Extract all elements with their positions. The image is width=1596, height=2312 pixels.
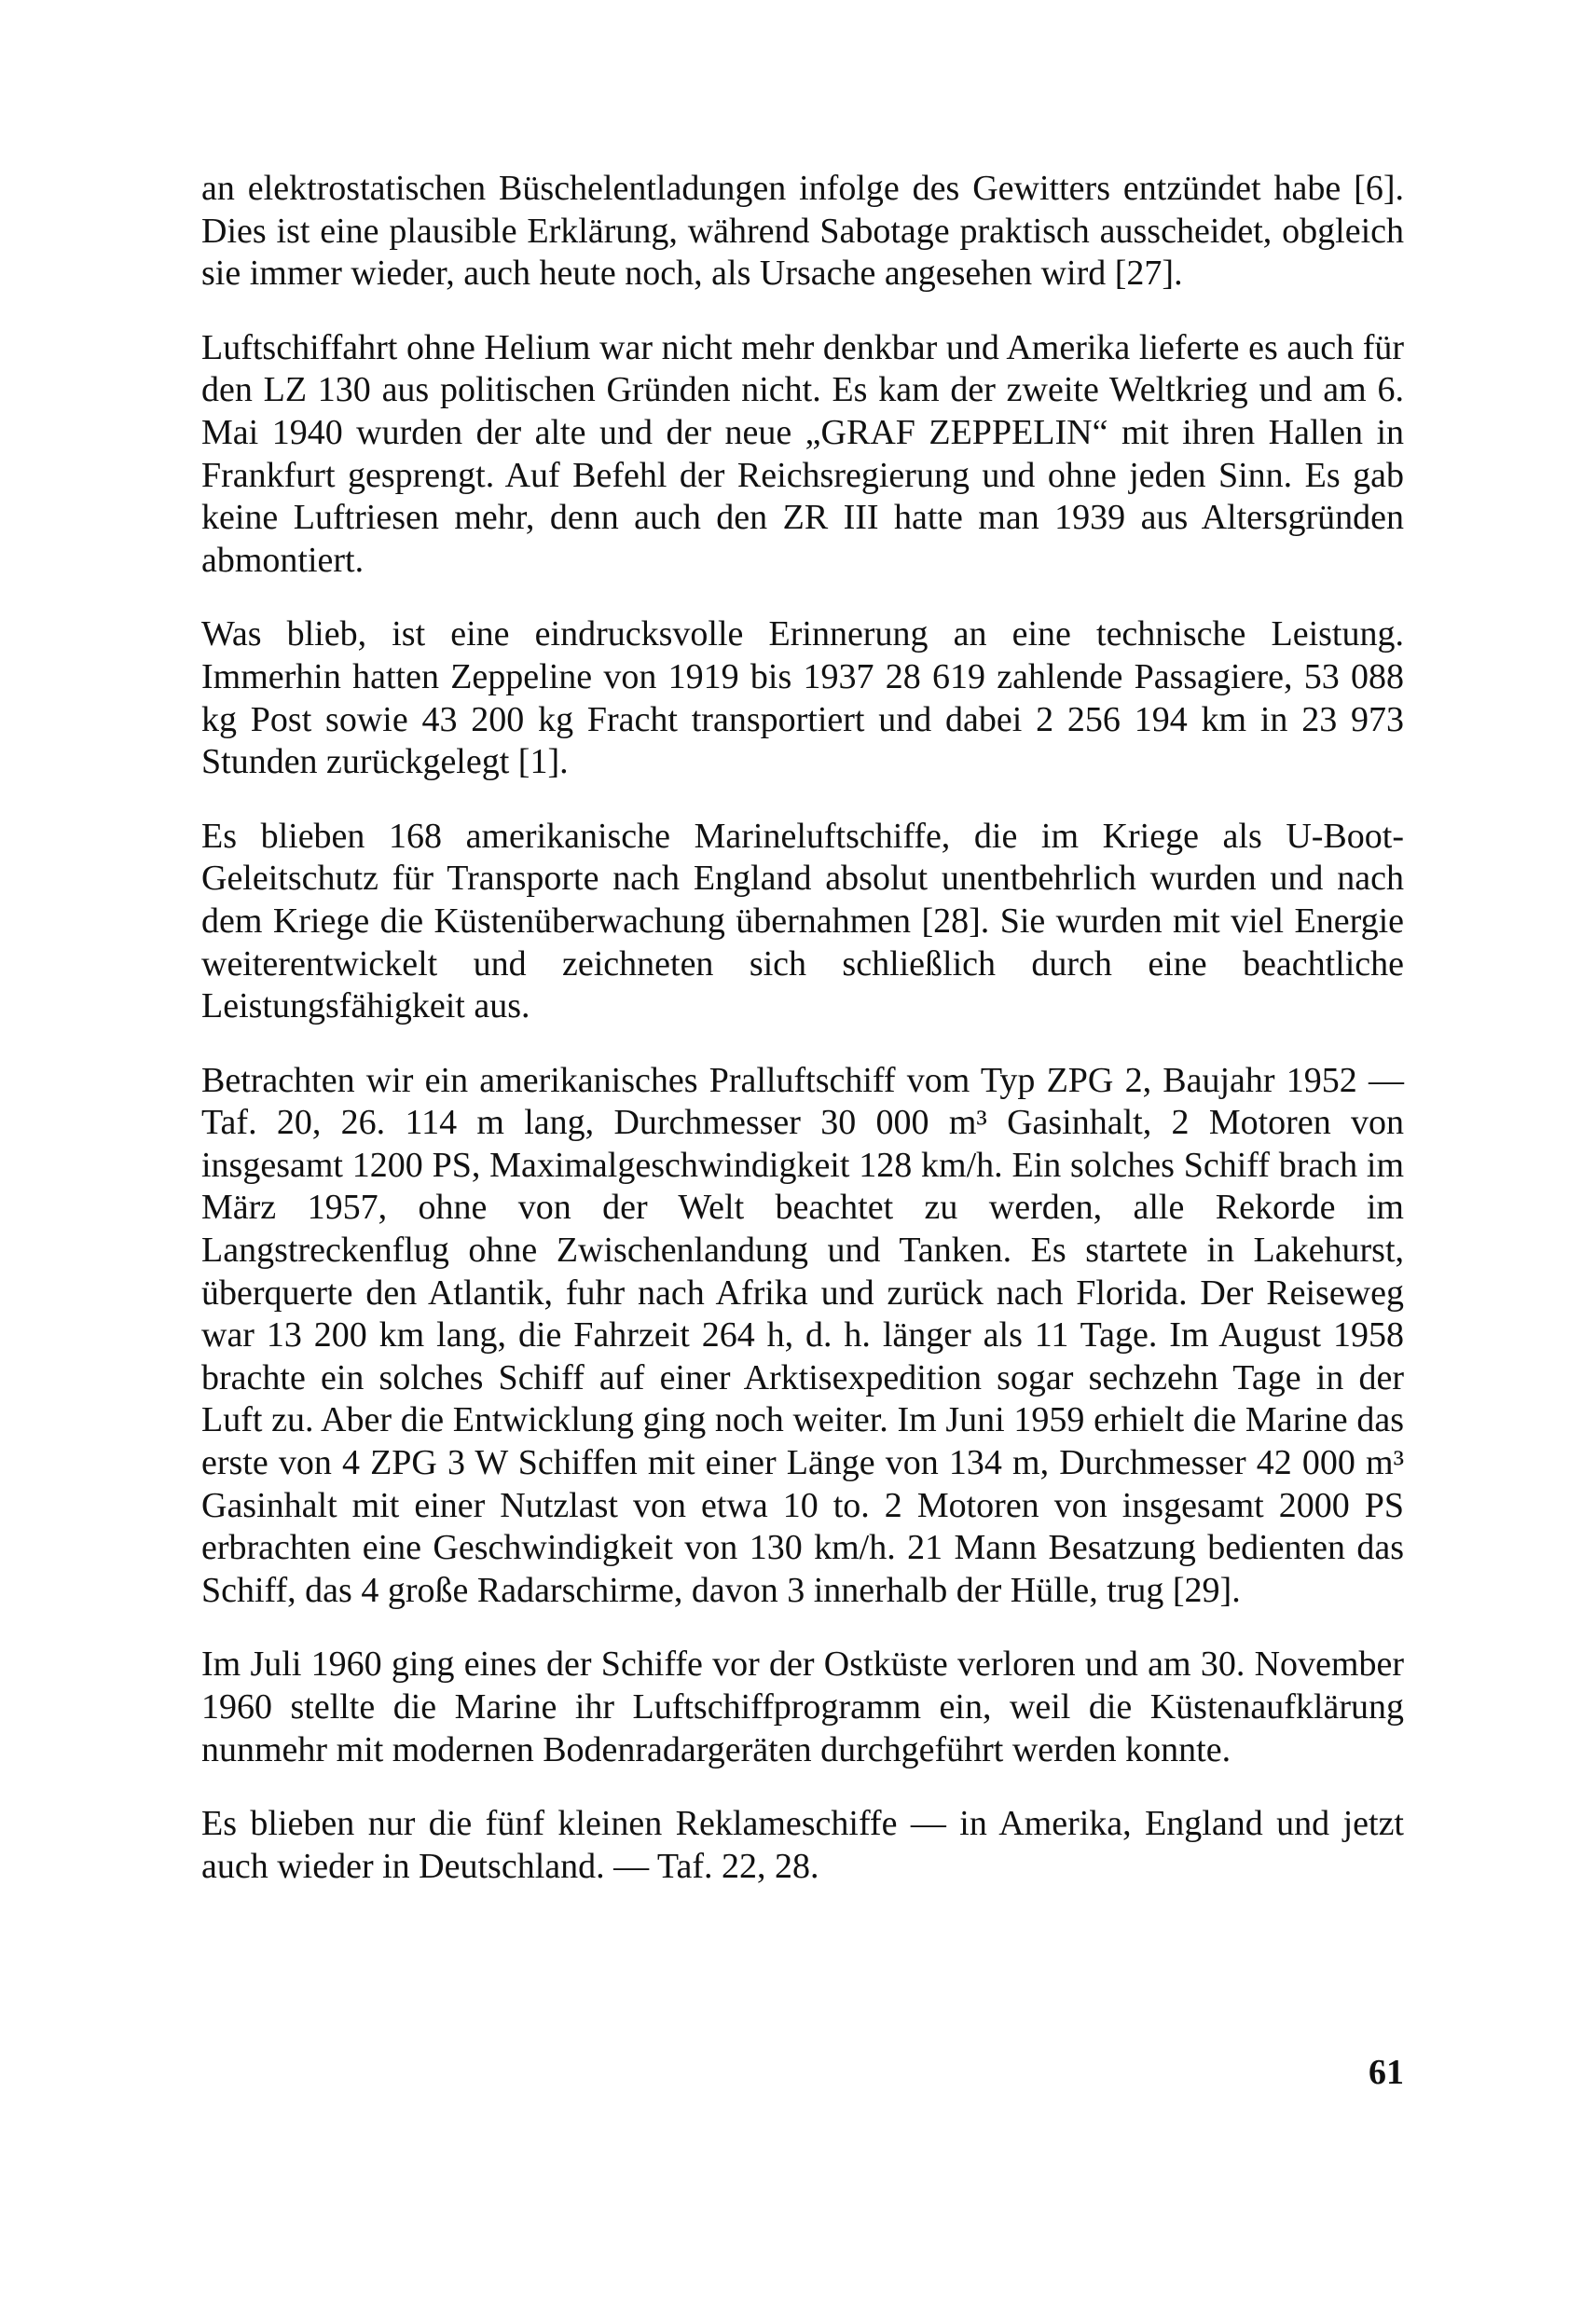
paragraph-3: Was blieb, ist eine eindrucksvolle Erinnerung an eine technische Leistung. Immerhin hatten Zeppeline von 1919 bis 1937 28 619 zahlende Passagiere, 53 088 kg Post sowie 43 200 kg Fracht transportiert und dabei 2 256 194 km in 23 973 Stunden zurückgelegt [1].	[201, 614, 1404, 782]
paragraph-7: Es blieben nur die fünf kleinen Reklameschiffe — in Amerika, England und jetzt auch wieder in Deutschland. — Taf. 22, 28.	[201, 1804, 1404, 1886]
paragraph-5: Betrachten wir ein amerikanisches Pralluftschiff vom Typ ZPG 2, Baujahr 1952 — Taf. 20, 26. 114 m lang, Durchmesser 30 000 m³ Gasinhalt, 2 Motoren von insgesamt 1200 PS, Maximalgeschwindigkeit 128 km/h. Ein solches Schiff brach im März 1957, ohne von der Welt beachtet zu werden, alle Rekorde im Langstreckenflug ohne Zwischenlandung und Tanken. Es startete in Lakehurst, überquerte den Atlantik, fuhr nach Afrika und zurück nach Florida. Der Reiseweg war 13 200 km lang, die Fahrzeit 264 h, d. h. länger als 11 Tage. Im August 1958 brachte ein solches Schiff auf einer Arktisexpedition sogar sechzehn Tage in der Luft zu. Aber die Entwicklung ging noch weiter. Im Juni 1959 erhielt die Marine das erste von 4 ZPG 3 W Schiffen mit einer Länge von 134 m, Durchmesser 42 000 m³ Gasinhalt mit einer Nutzlast von etwa 10 to. 2 Motoren von insgesamt 2000 PS erbrachten eine Geschwindigkeit von 130 km/h. 21 Mann Besatzung bedienten das Schiff, das 4 große Radarschirme, davon 3 innerhalb der Hülle, trug [29].	[201, 1060, 1404, 1610]
paragraph-6: Im Juli 1960 ging eines der Schiffe vor der Ostküste verloren und am 30. November 1960 stellte die Marine ihr Luftschiffprogramm ein, weil die Küstenaufklärung nunmehr mit modernen Bodenradargeräten durchgeführt werden konnte.	[201, 1645, 1404, 1769]
paragraph-4: Es blieben 168 amerikanische Marineluftschiffe, die im Kriege als U-Boot-Geleitschutz für Transporte nach England absolut unentbehrlich wurden und nach dem Kriege die Küstenüberwachung übernahmen [28]. Sie wurden mit viel Energie weiterentwickelt und zeichneten sich schließlich durch eine beachtliche Leistungsfähigkeit aus.	[201, 816, 1404, 1026]
body-text	[201, 168, 1404, 1920]
page-number: 61	[1369, 2053, 1404, 2092]
paragraph-2: Luftschiffahrt ohne Helium war nicht mehr denkbar und Amerika lieferte es auch für den LZ 130 aus politischen Gründen nicht. Es kam der zweite Weltkrieg und am 6. Mai 1940 wurden der alte und der neue „GRAF ZEPPELIN“ mit ihren Hallen in Frankfurt gesprengt. Auf Befehl der Reichsregierung und ohne jeden Sinn. Es gab keine Luftriesen mehr, denn auch den ZR III hatte man 1939 aus Altersgründen abmontiert.	[201, 327, 1404, 580]
paragraph-1: an elektrostatischen Büschelentladungen infolge des Gewitters entzündet habe [6]. Dies ist eine plausible Erklärung, während Sabotage praktisch ausscheidet, obgleich sie immer wieder, auch heute noch, als Ursache angesehen wird [27].	[201, 169, 1404, 294]
